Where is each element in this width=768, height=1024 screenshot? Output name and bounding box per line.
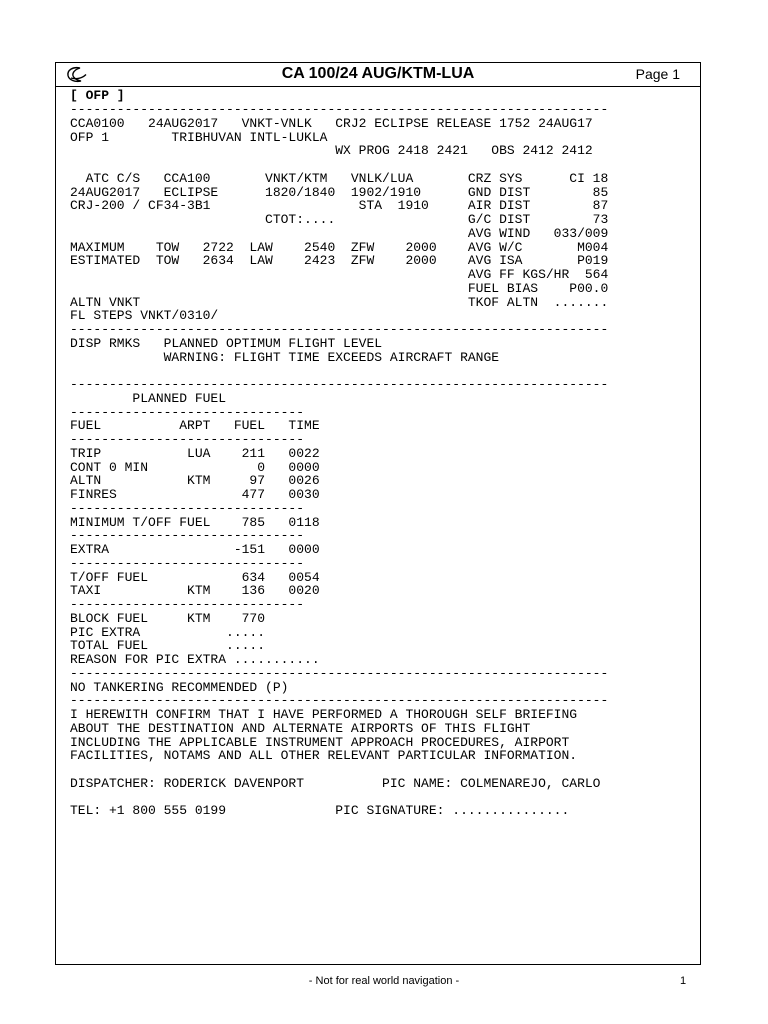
footer-disclaimer: - Not for real world navigation - <box>308 975 460 987</box>
separator-line: --------------------------------------------------------------------- <box>70 693 609 709</box>
text-line: CONT 0 MIN 0 0000 <box>70 459 320 475</box>
text-line: T/OFF FUEL 634 0054 <box>70 569 320 585</box>
text-line: I HEREWITH CONFIRM THAT I HAVE PERFORMED A THOROUGH SELF BRIEFING <box>70 707 578 722</box>
text-line: TEL: +1 800 555 0199 PIC SIGNATURE: ............... <box>70 803 570 819</box>
text-line: AVG FF KGS/HR 564 <box>70 267 609 282</box>
text-line: MINIMUM T/OFF FUEL 785 0118 <box>70 514 320 530</box>
text-line: OFP 1 TRIBHUVAN INTL-LUKLA <box>70 129 328 145</box>
blank-line <box>70 791 608 805</box>
text-line: TAXI KTM 136 0020 <box>70 583 320 599</box>
text-line: FACILITIES, NOTAMS AND ALL OTHER RELEVANT PARTICULAR INFORMATION. <box>70 748 578 764</box>
ofp-body-text <box>70 103 608 818</box>
text-line: FL STEPS VNKT/0310/ <box>70 308 219 324</box>
separator-line: ------------------------------ <box>70 404 305 420</box>
text-line: TRIP LUA 211 0022 <box>70 445 320 461</box>
text-line: CCA0100 24AUG2017 VNKT-VNLK CRJ2 ECLIPSE RELEASE 1752 24AUG17 <box>70 115 593 131</box>
separator-line: ------------------------------ <box>70 597 305 612</box>
text-line: FINRES 477 0030 <box>70 487 320 502</box>
text-line: REASON FOR PIC EXTRA ........... <box>70 652 320 667</box>
flight-plan-sheet <box>55 62 701 965</box>
separator-line: ------------------------------ <box>70 528 305 544</box>
separator-line: ------------------------------ <box>70 432 305 447</box>
text-line: TOTAL FUEL ..... <box>70 638 266 654</box>
text-line: ABOUT THE DESTINATION AND ALTERNATE AIRPORTS OF THIS FLIGHT <box>70 720 531 736</box>
ofp-tag: [ OFP ] <box>70 88 125 103</box>
blank-line <box>70 763 608 777</box>
text-line: NO TANKERING RECOMMENDED (P) <box>70 679 289 695</box>
footer-page-number: 1 <box>680 975 687 987</box>
text-line: MAXIMUM TOW 2722 LAW 2540 ZFW 2000 AVG W/C M004 <box>70 239 609 255</box>
text-line: BLOCK FUEL KTM 770 <box>70 610 266 626</box>
text-line: DISP RMKS PLANNED OPTIMUM FLIGHT LEVEL <box>70 335 383 351</box>
text-line: ALTN KTM 97 0026 <box>70 473 320 489</box>
text-line: DISPATCHER: RODERICK DAVENPORT PIC NAME: COLMENAREJO, CARLO <box>70 775 601 791</box>
separator-line: --------------------------------------------------------------------- <box>70 377 609 392</box>
text-line: PIC EXTRA ..... <box>70 624 266 640</box>
text-line: WX PROG 2418 2421 OBS 2412 2412 <box>70 143 593 159</box>
page-label: Page 1 <box>635 66 680 82</box>
blank-line <box>70 158 608 172</box>
text-line: INCLUDING THE APPLICABLE INSTRUMENT APPROACH PROCEDURES, AIRPORT <box>70 734 570 750</box>
text-line: FUEL BIAS P00.0 <box>70 280 609 296</box>
text-line: WARNING: FLIGHT TIME EXCEEDS AIRCRAFT RANGE <box>70 349 500 365</box>
text-line: FUEL ARPT FUEL TIME <box>70 418 320 434</box>
separator-line: --------------------------------------------------------------------- <box>70 665 609 681</box>
separator-line: ------------------------------ <box>70 555 305 571</box>
text-line: 24AUG2017 ECLIPSE 1820/1840 1902/1910 GND DIST 85 <box>70 184 609 200</box>
text-line: EXTRA -151 0000 <box>70 542 320 557</box>
document-title: CA 100/24 AUG/KTM-LUA <box>281 65 475 82</box>
document-header <box>56 63 700 87</box>
text-line: ESTIMATED TOW 2634 LAW 2423 ZFW 2000 AVG ISA P019 <box>70 253 609 269</box>
text-line: ALTN VNKT TKOF ALTN ....... <box>70 294 609 310</box>
text-line: AVG WIND 033/009 <box>70 225 609 241</box>
separator-line: --------------------------------------------------------------------- <box>70 102 609 117</box>
text-line: CRJ-200 / CF34-3B1 STA 1910 AIR DIST 87 <box>70 198 609 214</box>
blank-line <box>70 364 608 378</box>
text-line: ATC C/S CCA100 VNKT/KTM VNLK/LUA CRZ SYS CI 18 <box>70 170 609 186</box>
text-line: CTOT:.... G/C DIST 73 <box>70 212 609 227</box>
separator-line: --------------------------------------------------------------------- <box>70 322 609 337</box>
separator-line: ------------------------------ <box>70 500 305 516</box>
text-line: PLANNED FUEL <box>70 390 227 406</box>
